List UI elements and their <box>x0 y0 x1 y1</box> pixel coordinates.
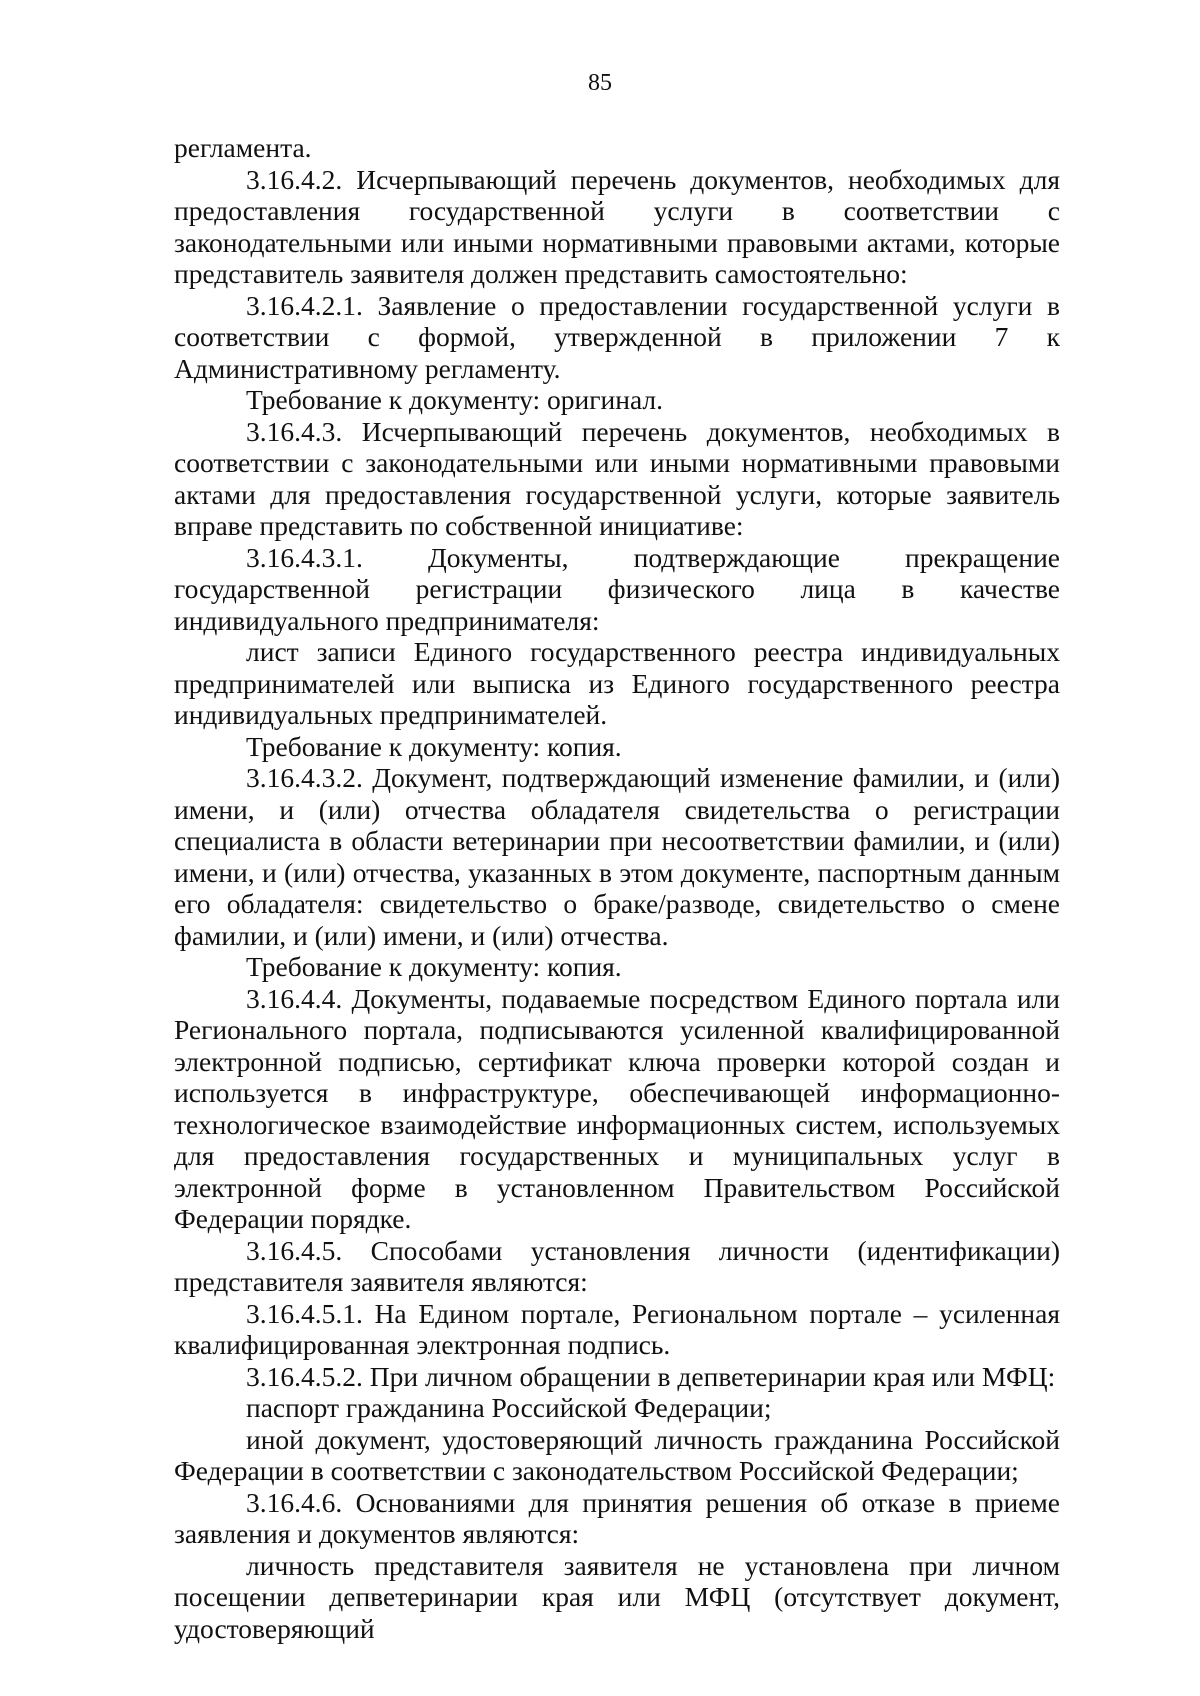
paragraph-egrip-record: лист записи Единого государственного реестра индивидуальных предпринимателей или выписка из Единого государственного реестра индивидуальных предпринимателей. <box>174 636 1060 730</box>
paragraph-3-16-4-5: 3.16.4.5. Способами установления личности (идентификации) представителя заявителя являются: <box>174 1234 1060 1297</box>
paragraph-requirement-original: Требование к документу: оригинал. <box>246 384 663 415</box>
paragraph-other-id-document: иной документ, удостоверяющий личность гражданина Российской Федерации в соответствии с законодательством Российской Федерации; <box>174 1423 1060 1486</box>
paragraph-passport: паспорт гражданина Российской Федерации; <box>246 1392 772 1423</box>
paragraph-3-16-4-6: 3.16.4.6. Основаниями для принятия решения об отказе в приеме заявления и документов являются: <box>174 1486 1060 1549</box>
paragraph-3-16-4-3-2: 3.16.4.3.2. Документ, подтверждающий изменение фамилии, и (или) имени, и (или) отчества обладателя свидетельства о регистрации специалиста в области ветеринарии при несоответствии фамилии, и (или) имени, и (или) отчества, указанных в этом документе, паспортным данным его обладателя: свидетельство о браке/разводе, свидетельство о смене фамилии, и (или) имени, и (или) отчества. <box>174 762 1060 951</box>
paragraph-3-16-4-2: 3.16.4.2. Исчерпывающий перечень документов, необходимых для предоставления государственной услуги в соответствии с законодательными или иными нормативными правовыми актами, которые представитель заявителя должен представить самостоятельно: <box>174 163 1060 289</box>
paragraph-requirement-copy-2: Требование к документу: копия. <box>246 951 622 982</box>
paragraph-3-16-4-4: 3.16.4.4. Документы, подаваемые посредством Единого портала или Регионального портала, подписываются усиленной квалифицированной электронной подписью, сертификат ключа проверки которой создан и используется в инфраструктуре, обеспечивающей информационно-технологическое взаимодействие информационных систем, используемых для предоставления государственных и муниципальных услуг в электронной форме в установленном Правительством Российской Федерации порядке. <box>174 982 1060 1234</box>
paragraph-3-16-4-2-1: 3.16.4.2.1. Заявление о предоставлении государственной услуги в соответствии с формой, утвержденной в приложении 7 к Административному регламенту. <box>174 289 1060 384</box>
paragraph-3-16-4-5-2: 3.16.4.5.2. При личном обращении в депветеринарии края или МФЦ: <box>246 1360 1056 1392</box>
document-body <box>174 132 1060 1644</box>
paragraph-3-16-4-3: 3.16.4.3. Исчерпывающий перечень документов, необходимых в соответствии с законодательными или иными нормативными правовыми актами для предоставления государственной услуги, которые заявитель вправе представить по собственной инициативе: <box>174 415 1060 541</box>
paragraph-3-16-4-3-1: 3.16.4.3.1. Документы, подтверждающие прекращение государственной регистрации физического лица в качестве индивидуального предпринимателя: <box>174 541 1060 636</box>
paragraph-identity-not-established: личность представителя заявителя не установлена при личном посещении депветеринарии края или МФЦ (отсутствует документ, удостоверяющий <box>174 1549 1060 1644</box>
paragraph-continuation: регламента. <box>174 132 312 163</box>
paragraph-3-16-4-5-1: 3.16.4.5.1. На Едином портале, Региональном портале – усиленная квалифицированная электронная подпись. <box>174 1297 1060 1360</box>
paragraph-requirement-copy-1: Требование к документу: копия. <box>246 730 622 762</box>
page-number: 85 <box>588 70 612 96</box>
